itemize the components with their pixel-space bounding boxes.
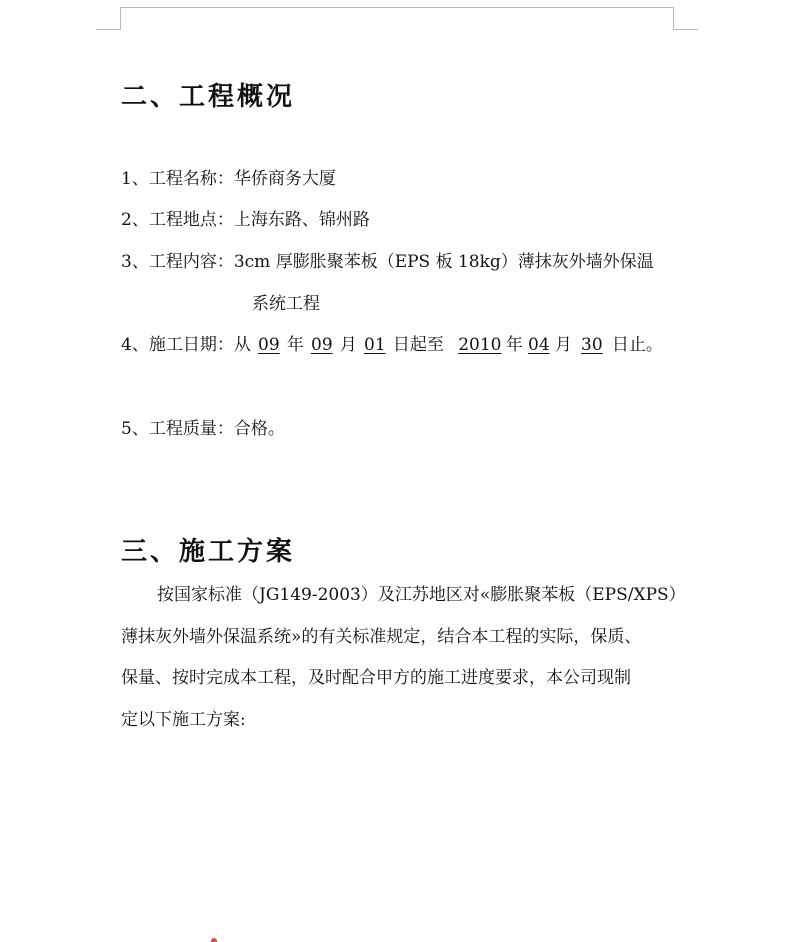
project-content-value: 3cm 厚膨胀聚苯板（EPS 板 18kg）薄抹灰外墙外保温	[233, 252, 654, 272]
red-mark-fragment	[211, 938, 217, 942]
project-content-label: 3、工程内容：	[121, 252, 234, 272]
unit-month-2: 月	[554, 335, 572, 355]
project-location-label: 2、工程地点：	[121, 210, 234, 230]
project-name-line	[121, 164, 336, 189]
unit-year-1: 年	[286, 335, 304, 355]
start-month-field: 09	[311, 335, 333, 355]
end-month-field: 04	[528, 335, 550, 355]
end-year-field: 2010	[458, 335, 502, 355]
start-day-field: 01	[364, 335, 386, 355]
project-name-value: 华侨商务大厦	[233, 169, 336, 189]
page-corner-marker-left-h	[96, 29, 121, 30]
construction-date-label: 4、施工日期：从	[121, 335, 251, 355]
page-margin-marker-top	[120, 7, 674, 8]
unit-day-to: 日止。	[611, 335, 663, 355]
project-content-continuation: 系统工程	[252, 294, 320, 314]
page-corner-marker-right	[673, 7, 674, 29]
page-corner-marker-left	[120, 7, 121, 29]
unit-month-1: 月	[339, 335, 357, 355]
project-name-label: 1、工程名称：	[121, 169, 234, 189]
project-content-line	[121, 247, 654, 272]
project-quality-line	[121, 414, 285, 439]
unit-day-from: 日起至	[392, 335, 444, 355]
section-heading-overview: 二、工程概况	[121, 82, 296, 112]
plan-paragraph-line: 保量、按时完成本工程，及时配合甲方的施工进度要求，本公司现制	[121, 668, 631, 688]
project-location-line	[121, 205, 370, 230]
start-year-field: 09	[258, 335, 280, 355]
section-heading-plan: 三、施工方案	[121, 537, 296, 567]
plan-paragraph-line: 薄抹灰外墙外保温系统»的有关标准规定，结合本工程的实际，保质、	[121, 627, 642, 647]
unit-year-2: 年	[505, 335, 523, 355]
plan-paragraph-line: 按国家标准（JG149-2003）及江苏地区对«膨胀聚苯板（EPS/XPS）	[157, 585, 686, 605]
project-quality-value: 合格。	[233, 419, 285, 439]
end-day-field: 30	[581, 335, 603, 355]
page-corner-marker-right-h	[673, 29, 698, 30]
construction-date-line	[121, 330, 663, 355]
project-quality-label: 5、工程质量：	[121, 419, 234, 439]
plan-paragraph-line: 定以下施工方案:	[121, 710, 246, 730]
project-location-value: 上海东路、锦州路	[233, 210, 370, 230]
